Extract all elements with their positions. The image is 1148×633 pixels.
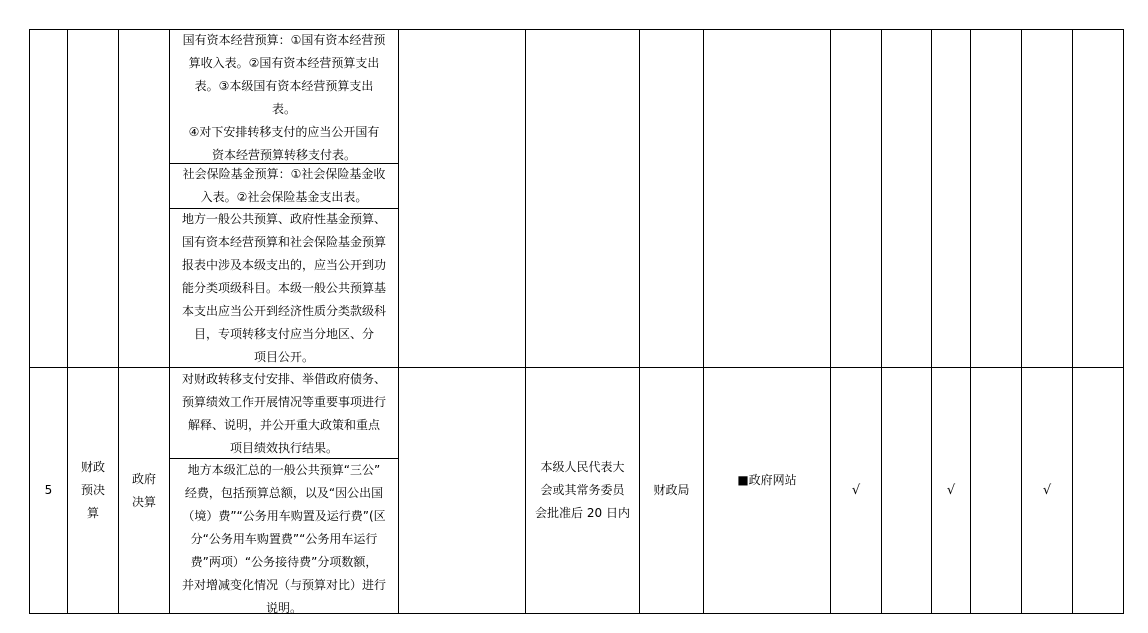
- grid-line: [398, 29, 399, 614]
- time-limit-cell: [526, 368, 639, 613]
- text-line: 入表。②社会保险基金支出表。: [200, 190, 368, 204]
- subject-cell: [119, 368, 169, 613]
- text-line: （境）费”“公务用车购置及运行费”(区: [182, 509, 386, 523]
- social-insurance-budget-cell: [170, 163, 398, 208]
- classification-rule-cell: [170, 208, 398, 367]
- time-limit-line: 会批准后 20 日内: [535, 506, 630, 520]
- subject-line: 决算: [131, 494, 156, 509]
- text-line: 经费，包括预算总额，以及“因公出国: [184, 486, 384, 500]
- row-index: [30, 368, 67, 613]
- text-line: 项目公开。: [253, 350, 314, 364]
- text-line: 本支出应当公开到经济性质分类款级科: [181, 304, 386, 318]
- text-line: 国有资本经营预算：①国有资本经营预: [182, 33, 386, 47]
- text-line: 表。③本级国有资本经营预算支出: [194, 79, 374, 93]
- category-line: 财政: [80, 460, 105, 474]
- text-line: 资本经营预算转移支付表。: [211, 148, 356, 162]
- category-line: 算: [86, 506, 99, 520]
- state-capital-budget-cell: [170, 29, 398, 163]
- text-line: 算收入表。②国有资本经营预算支出: [188, 56, 380, 70]
- text-line: 地方本级汇总的一般公共预算“三公”: [187, 463, 381, 477]
- text-line: 分“公务用车购置费”“公务用车运行: [190, 532, 378, 546]
- grid-line: [1123, 29, 1124, 614]
- text-line: 项目绩效执行结果。: [229, 441, 338, 455]
- text-line: ④对下安排转移支付的应当公开国有: [188, 125, 380, 139]
- disclosure-table: [29, 29, 1124, 614]
- time-limit-line: 会或其常务委员: [540, 483, 625, 497]
- text-line: 社会保险基金预算：①社会保险基金收: [182, 167, 386, 181]
- text-line: 说明。: [265, 601, 302, 615]
- grid-line: [970, 29, 971, 614]
- category-line: 预决: [80, 483, 105, 497]
- text-line: 费”两项）“公务接待费”分项数额，: [190, 555, 378, 569]
- text-line: 地方一般公共预算、政府性基金预算、: [181, 212, 386, 226]
- three-public-expense-cell: [170, 459, 398, 613]
- row-index-text: 5: [44, 483, 53, 497]
- text-line: 预算绩效工作开展情况等重要事项进行: [181, 395, 386, 409]
- time-limit-line: 本级人民代表大: [540, 460, 625, 474]
- subject-line: 政府: [131, 471, 156, 486]
- text-line: 目，专项转移支付应当分地区、分: [193, 327, 374, 341]
- text-line: 国有资本经营预算和社会保险基金预算: [181, 235, 386, 249]
- channel-cell: [704, 368, 830, 593]
- text-line: 解释、说明，并公开重大政策和重点: [187, 418, 380, 432]
- text-line: 能分类项级科目。本级一般公共预算基: [181, 281, 386, 295]
- text-line: 报表中涉及本级支出的，应当公开到功: [181, 258, 386, 272]
- department-cell: [640, 368, 703, 613]
- explanation-content-cell: [170, 368, 398, 458]
- channel-text: ■政府网站: [737, 473, 797, 487]
- category-cell: [68, 368, 118, 613]
- check-mark-icon: √: [851, 483, 861, 498]
- text-line: 并对增减变化情况（与预算对比）进行: [181, 578, 386, 592]
- grid-line: [1072, 29, 1073, 614]
- check-mark-icon: √: [1042, 483, 1052, 498]
- check-mark-icon: √: [946, 483, 956, 498]
- text-line: 表。: [271, 102, 296, 116]
- grid-line: [881, 29, 882, 614]
- text-line: 对财政转移支付安排、举借政府债务、: [181, 372, 386, 386]
- department-text: 财政局: [653, 483, 690, 497]
